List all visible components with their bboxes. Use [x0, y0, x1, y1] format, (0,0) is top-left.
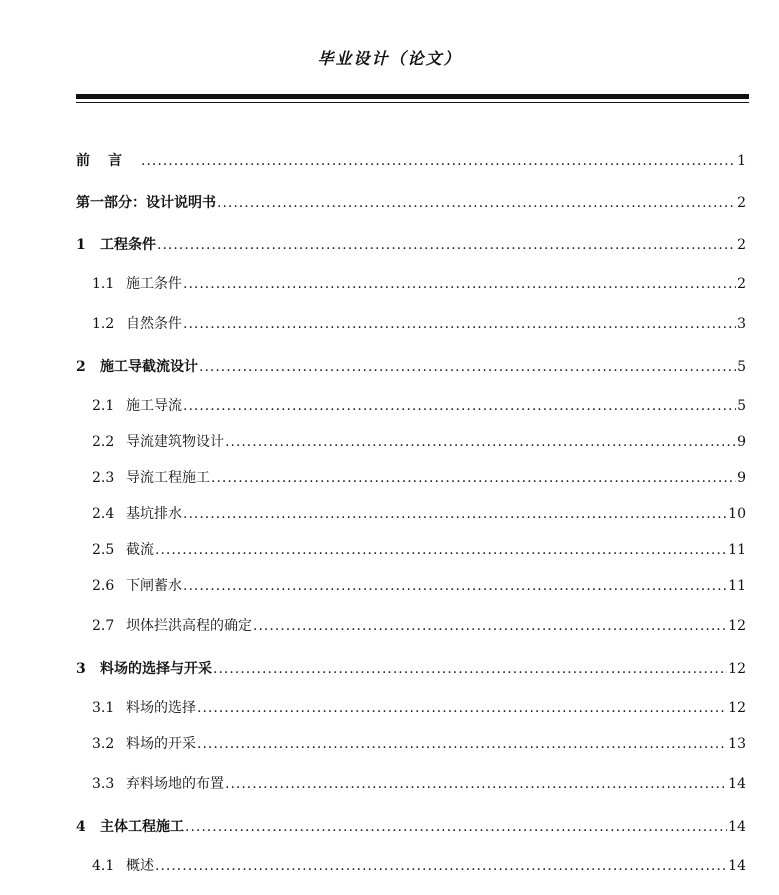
toc-entry-number: 4.1 — [92, 858, 115, 874]
toc-entry-number: 2.4 — [92, 506, 115, 522]
toc-entry-number: 3.1 — [92, 700, 115, 716]
toc-entry-title: 导流工程施工 — [126, 470, 210, 486]
toc-entry-title: 第一部分：设计说明书 — [76, 195, 216, 211]
toc-entry[interactable] — [76, 848, 746, 884]
toc-dot-leader — [185, 806, 727, 848]
toc-entry[interactable] — [76, 388, 746, 424]
toc-dot-leader — [199, 346, 736, 388]
toc-entry-page-number: 2 — [737, 237, 746, 253]
toc-dot-leader — [217, 182, 736, 224]
toc-entry-page-number: 9 — [737, 434, 746, 450]
toc-entry-number: 2.5 — [92, 542, 115, 558]
toc-dot-leader — [225, 762, 727, 806]
toc-entry-title: 施工条件 — [126, 276, 182, 292]
toc-entry-page-number: 14 — [728, 858, 746, 874]
toc-entry[interactable] — [76, 568, 746, 604]
toc-entry-title: 坝体拦洪高程的确定 — [126, 618, 252, 634]
toc-entry-number: 2.3 — [92, 470, 115, 486]
toc-entry-page-number: 14 — [728, 776, 746, 792]
toc-entry-page-number: 3 — [737, 316, 746, 332]
toc-entry-page-number: 1 — [737, 153, 746, 169]
toc-entry-page-number: 10 — [728, 506, 746, 522]
toc-entry-page-number: 12 — [728, 700, 746, 716]
running-header-title: 毕业设计（论文） — [317, 49, 462, 68]
toc-entry-page-number: 5 — [737, 398, 746, 414]
toc-entry[interactable] — [76, 806, 746, 848]
toc-entry[interactable] — [76, 604, 746, 648]
toc-entry-number: 3.2 — [92, 736, 115, 752]
toc-entry-title: 料场的开采 — [126, 736, 196, 752]
toc-dot-leader — [155, 848, 727, 884]
toc-entry-page-number: 12 — [728, 661, 746, 677]
toc-dot-leader — [155, 532, 727, 568]
toc-entry[interactable] — [76, 532, 746, 568]
toc-dot-leader — [141, 140, 736, 182]
toc-dot-leader — [157, 224, 736, 266]
toc-entry[interactable] — [76, 140, 746, 182]
toc-entry-page-number: 9 — [737, 470, 746, 486]
toc-entry-page-number: 11 — [728, 542, 746, 558]
toc-entry-title: 弃料场地的布置 — [126, 776, 224, 792]
toc-entry[interactable] — [76, 302, 746, 346]
toc-entry-title: 概述 — [126, 858, 154, 874]
table-of-contents — [76, 140, 746, 884]
toc-dot-leader — [183, 302, 736, 346]
toc-entry-number: 3 — [76, 661, 86, 677]
toc-entry-title: 基坑排水 — [126, 506, 182, 522]
toc-entry-title: 主体工程施工 — [100, 819, 184, 835]
toc-entry[interactable] — [76, 266, 746, 302]
toc-entry-title: 施工导流 — [126, 398, 182, 414]
toc-entry[interactable] — [76, 346, 746, 388]
toc-dot-leader — [183, 388, 736, 424]
toc-entry-title: 料场的选择 — [126, 700, 196, 716]
toc-entry-number: 2.1 — [92, 398, 115, 414]
toc-entry-number: 2.2 — [92, 434, 115, 450]
toc-entry-number: 3.3 — [92, 776, 115, 792]
toc-entry-number: 2 — [76, 359, 86, 375]
toc-entry-page-number: 5 — [737, 359, 746, 375]
toc-entry[interactable] — [76, 460, 746, 496]
toc-entry[interactable] — [76, 224, 746, 266]
toc-entry-title: 截流 — [126, 542, 154, 558]
toc-entry-page-number: 12 — [728, 618, 746, 634]
toc-entry-number: 4 — [76, 819, 86, 835]
header-rule-thick — [76, 94, 749, 99]
toc-entry[interactable] — [76, 182, 746, 224]
toc-entry[interactable] — [76, 690, 746, 726]
toc-entry[interactable] — [76, 496, 746, 532]
toc-dot-leader — [183, 266, 736, 302]
toc-entry-title: 自然条件 — [126, 316, 182, 332]
toc-entry[interactable] — [76, 424, 746, 460]
toc-dot-leader — [197, 690, 727, 726]
toc-entry[interactable] — [76, 762, 746, 806]
toc-dot-leader — [183, 496, 727, 532]
toc-entry-title: 下闸蓄水 — [126, 578, 182, 594]
toc-dot-leader — [183, 568, 727, 604]
toc-entry-number: 1 — [76, 237, 86, 253]
toc-dot-leader — [225, 424, 736, 460]
header-rule-thin — [76, 102, 749, 103]
toc-entry-number: 2.6 — [92, 578, 115, 594]
toc-entry-page-number: 13 — [728, 736, 746, 752]
toc-entry-title: 施工导截流设计 — [100, 359, 198, 375]
toc-entry-page-number: 14 — [728, 819, 746, 835]
toc-entry-title: 料场的选择与开采 — [100, 661, 212, 677]
toc-entry[interactable] — [76, 648, 746, 690]
toc-dot-leader — [213, 648, 727, 690]
toc-dot-leader — [211, 460, 736, 496]
toc-entry-title: 导流建筑物设计 — [126, 434, 224, 450]
toc-entry-number: 1.2 — [92, 316, 115, 332]
toc-entry-page-number: 2 — [737, 276, 746, 292]
toc-entry-page-number: 2 — [737, 195, 746, 211]
toc-entry[interactable] — [76, 726, 746, 762]
toc-entry-title: 前言 — [76, 153, 140, 169]
toc-dot-leader — [197, 726, 727, 762]
toc-entry-number: 2.7 — [92, 618, 115, 634]
toc-dot-leader — [253, 604, 727, 648]
toc-entry-page-number: 11 — [728, 578, 746, 594]
toc-entry-number: 1.1 — [92, 276, 115, 292]
toc-entry-title: 工程条件 — [100, 237, 156, 253]
